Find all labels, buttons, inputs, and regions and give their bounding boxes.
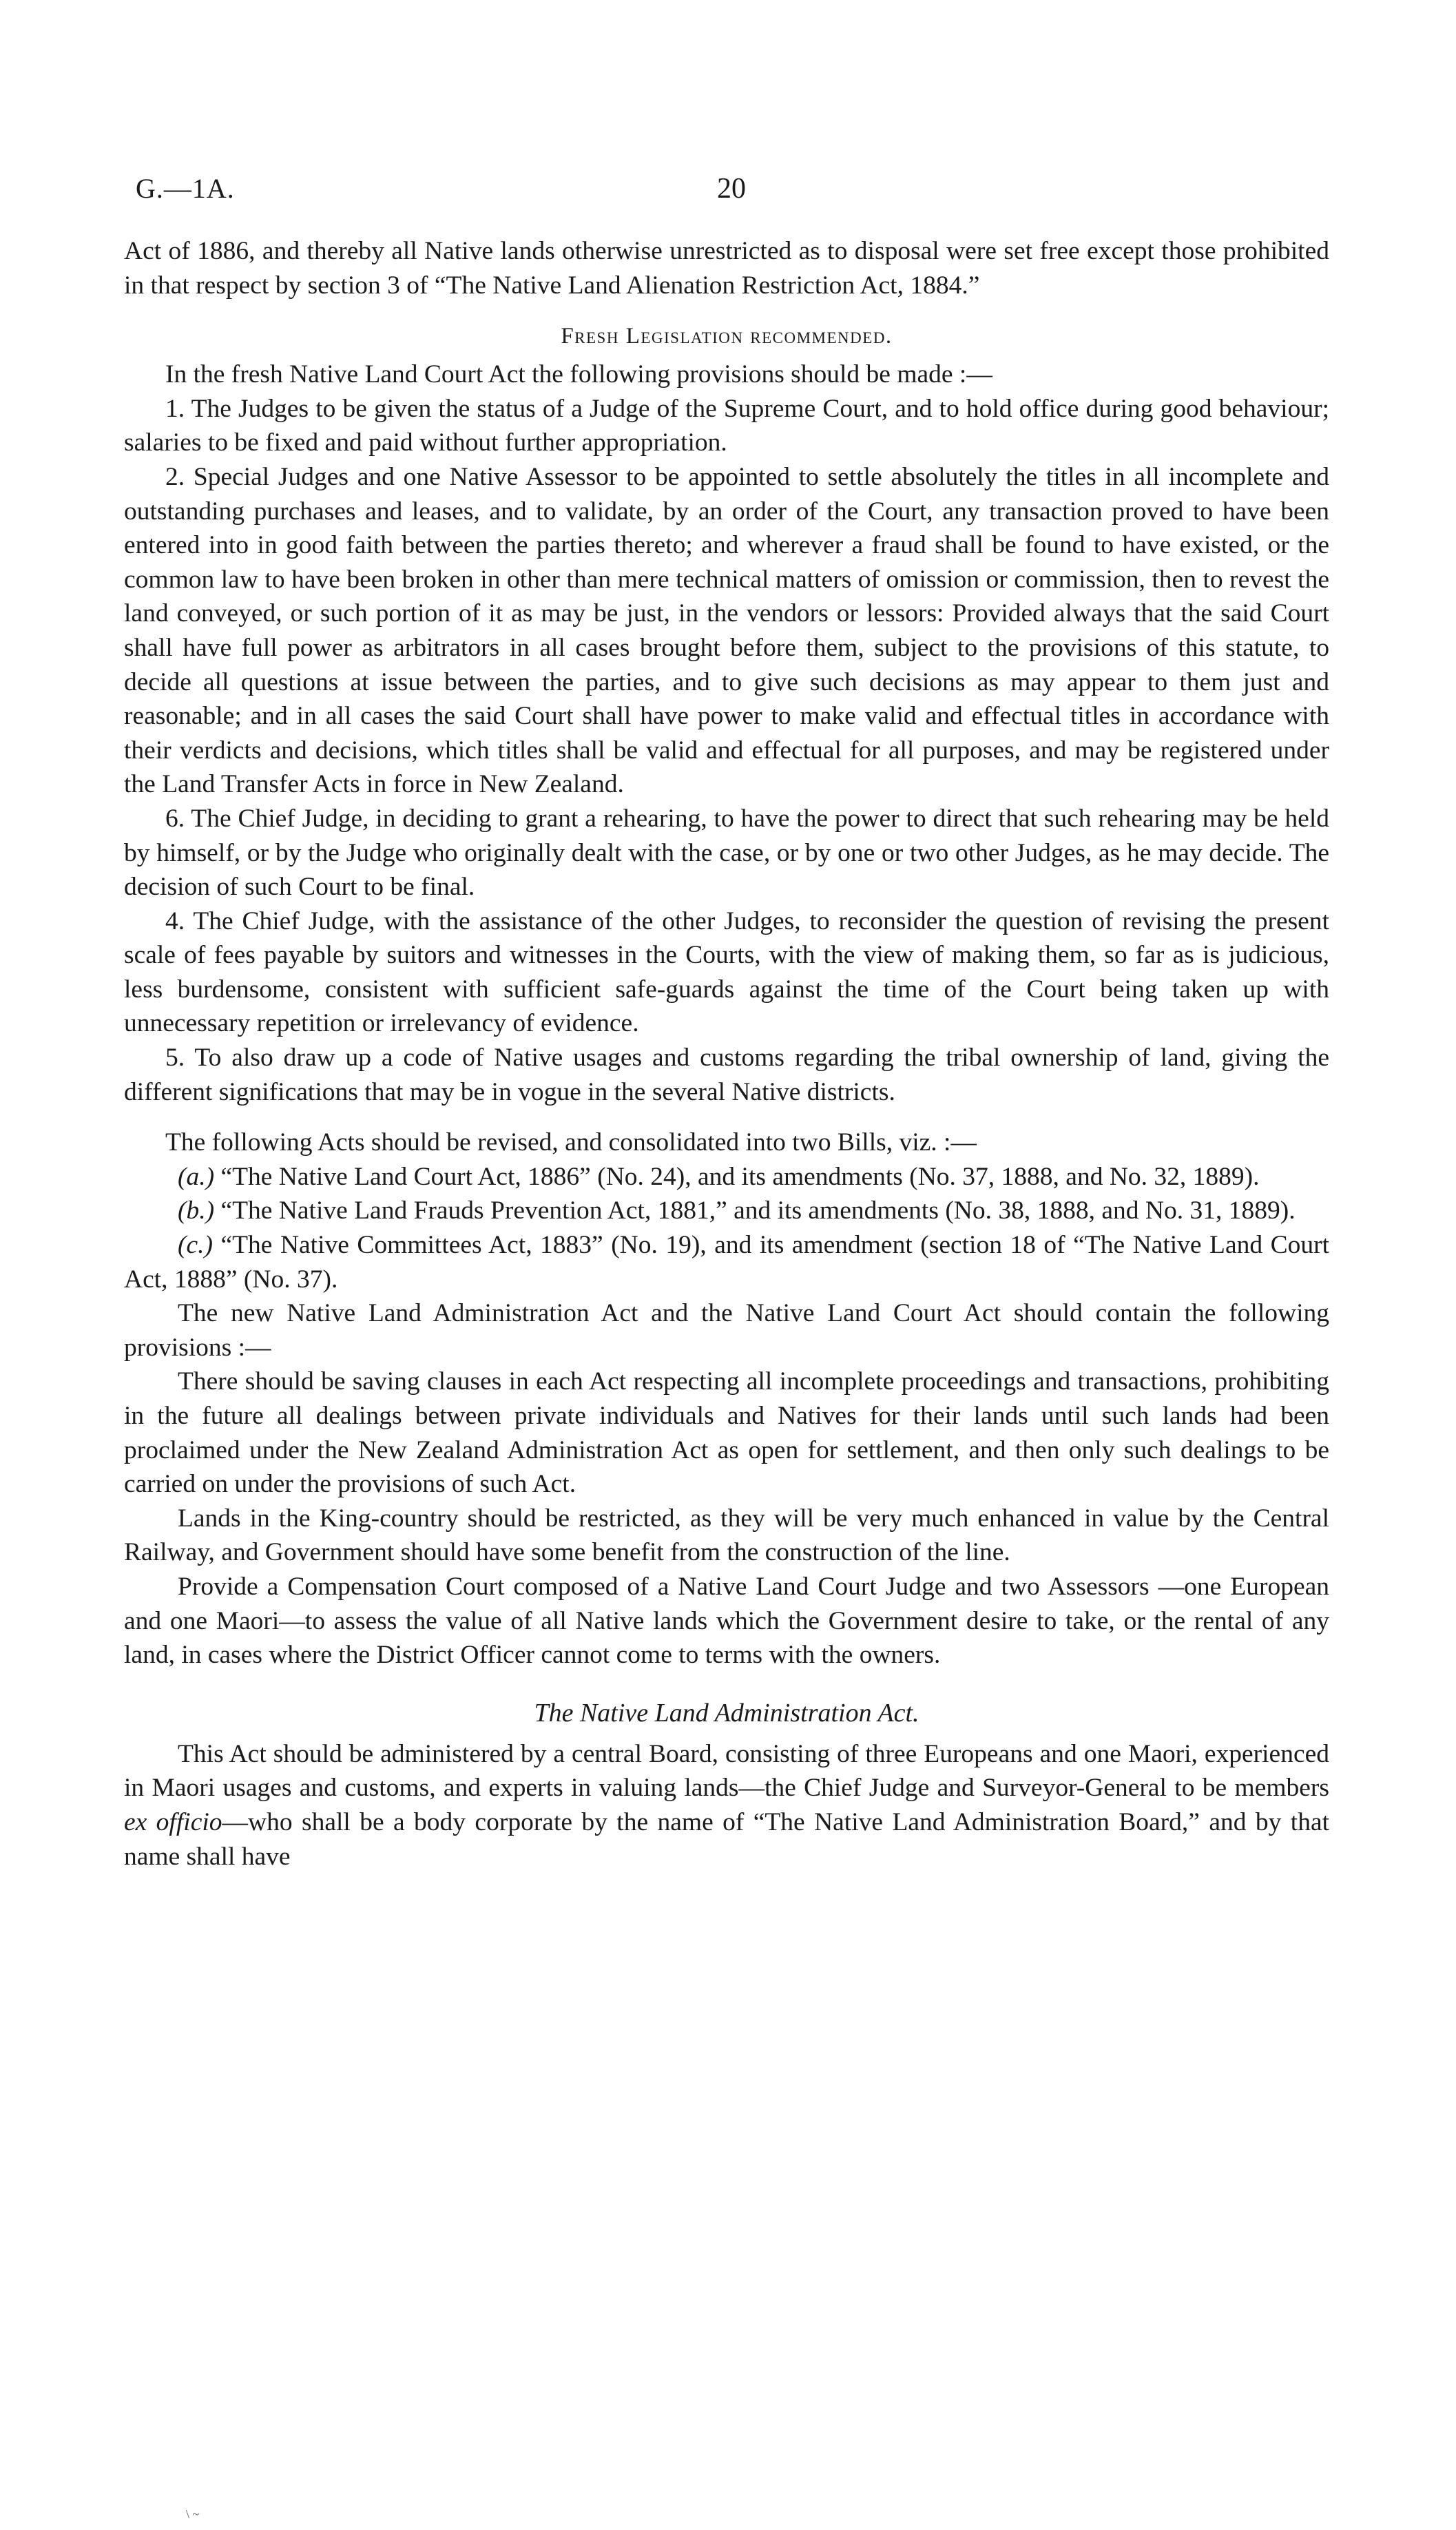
act-item: [124, 1228, 1329, 1296]
act-item-label: (c.): [178, 1231, 213, 1260]
provision-item: 1. The Judges to be given the status of a Judge of the Supreme Court, and to hold office during good behaviour; salaries to be fixed and paid without further appropriation.: [124, 394, 1329, 457]
provision-item: 5. To also draw up a code of Native usages and customs regarding the tribal ownership of land, giving the different significations that may be in vogue in the several Native districts.: [124, 1044, 1329, 1106]
provisions-intro: The new Native Land Administration Act and the Native Land Court Act should contain the following provisions :—: [124, 1299, 1329, 1362]
page-header: [136, 172, 1327, 214]
provision-paragraph: There should be saving clauses in each Act respecting all incomplete proceedings and transactions, prohibiting in the future all dealings between private individuals and Natives for their lands until such lands had been proclaimed under the New Zealand Administration Act as open for settlement, and then only such dealings to be carried on under the provisions of such Act.: [124, 1367, 1329, 1499]
intro-paragraph: Act of 1886, and thereby all Native lands otherwise unrestricted as to disposal were set free except those prohibited in that respect by section 3 of “The Native Land Alienation Restriction Act, 1884.”: [124, 237, 1329, 300]
provision-item: 4. The Chief Judge, with the assistance of the other Judges, to reconsider the question of revising the present scale of fees payable by suitors and witnesses in the Courts, with the view of making them, so far as is judicious, less burdensome, consistent with sufficient safe-guards against the time of the Court being taken up with unnecessary repetition or irrelevancy of evidence.: [124, 906, 1329, 1038]
section-heading-text: Fresh Legislation recommended.: [561, 324, 893, 349]
act-item-text: “The Native Land Court Act, 1886” (No. 24), and its amendments (No. 37, 1888, and No. 32, 1889).: [220, 1162, 1260, 1191]
administration-paragraph-end: —who shall be a body corporate by the name of “The Native Land Administration Board,” and by that name shall have: [124, 1807, 1330, 1871]
page-body: [124, 234, 1329, 1874]
acts-revision-intro: The following Acts should be revised, and consolidated into two Bills, viz. :—: [165, 1128, 977, 1157]
act-item-label: (a.): [178, 1162, 215, 1191]
provision-item: 6. The Chief Judge, in deciding to grant a rehearing, to have the power to direct that such rehearing may be held by himself, or by the Judge who originally dealt with the case, or by one or two other Judges, as he may decide. The decision of such Court to be final.: [124, 804, 1329, 902]
act-item: [124, 1194, 1329, 1228]
fresh-legislation-intro: In the fresh Native Land Court Act the following provisions should be made :—: [165, 360, 992, 389]
administration-paragraph: [124, 1737, 1329, 1874]
administration-paragraph-emphasis: ex officio: [124, 1807, 222, 1836]
section-heading-fresh-legislation: [124, 319, 1329, 353]
document-reference: G.—1A.: [136, 173, 235, 204]
administration-paragraph-start: This Act should be administered by a central Board, consisting of three Europeans and one Maori, experienced in Maori usages and customs, and experts in valuing lands—the Chief Judge and Surveyor-General to be members: [124, 1739, 1329, 1803]
act-item-text: “The Native Land Frauds Prevention Act, 1881,” and its amendments (No. 38, 1888, and No. 31, 1889).: [220, 1196, 1296, 1225]
act-item-label: (b.): [178, 1196, 215, 1225]
provision-paragraph: Lands in the King-country should be restricted, as they will be very much enhanced in value by the Central Railway, and Government should have some benefit from the construction of the line.: [124, 1504, 1329, 1567]
page-number: 20: [717, 173, 746, 205]
provision-item: 2. Special Judges and one Native Assessor to be appointed to settle absolutely the titles in all incomplete and outstanding purchases and leases, and to validate, by an order of the Court, any transaction proved to have been entered into in good faith between the parties thereto; and wherever a fraud shall be found to have existed, or the common law to have been broken in other than mere technical matters of omission or commission, then to revest the land conveyed, or such portion of it as may be just, in the vendors or lessors: Provided always that the said Court shall have full power as arbitrators in all cases brought before them, subject to the provisions of this statute, to decide all questions at issue between the parties, and to give such decisions as may appear to them just and reasonable; and in all cases the said Court shall have power to make valid and effectual titles in accordance with their verdicts and decisions, which titles shall be valid and effectual for all purposes, and may be registered under the Land Transfer Acts in force in New Zealand.: [124, 462, 1329, 799]
act-item: [124, 1160, 1329, 1194]
provision-paragraph: Provide a Compensation Court composed of a Native Land Court Judge and two Assessors —one European and one Maori—to assess the value of all Native lands which the Government desire to take, or the rental of any land, in cases where the District Officer cannot come to terms with the owners.: [124, 1572, 1329, 1670]
section-heading-administration-act: The Native Land Administration Act.: [534, 1698, 919, 1728]
spacer: [124, 1109, 1329, 1126]
footer-mark: \ ~: [186, 2507, 200, 2521]
act-item-text: “The Native Committees Act, 1883” (No. 19), and its amendment (section 18 of “The Native Land Court Act, 1888” (No. 37).: [124, 1231, 1330, 1294]
